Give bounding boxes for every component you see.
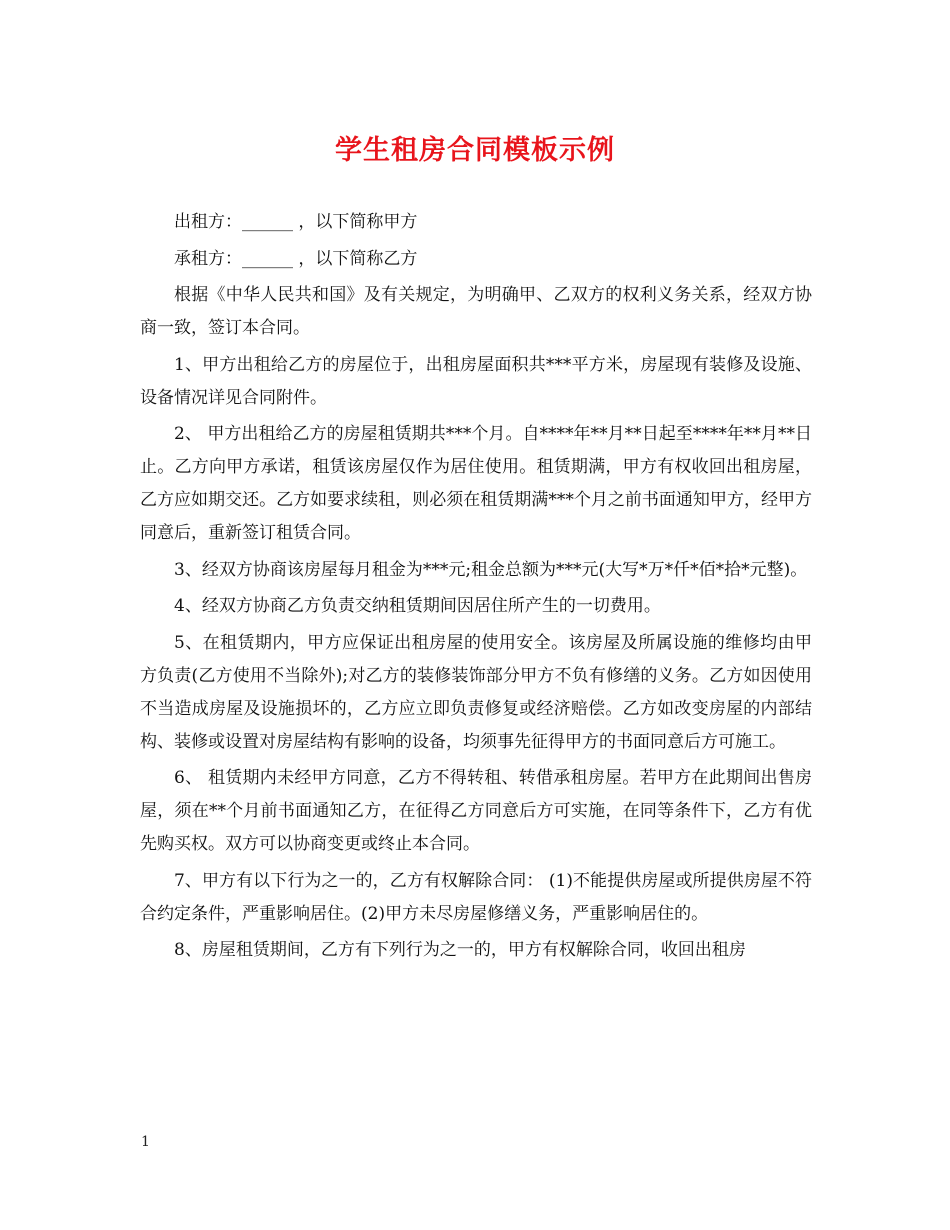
- lessee-line: 承租方：______ ，以下简称乙方: [174, 248, 418, 269]
- clause-5: 5、在租赁期内，甲方应保证出租房屋的使用安全。该房屋及所属设施的维修均由甲方负责(乙方使用不当除外);对乙方的装修装饰部分甲方不负有修缮的义务。乙方如因使用不当造成房屋及设施损坏的，乙方应立即负责修复或经济赔偿。乙方如改变房屋的内部结构、装修或设置对房屋结构有影响的设备，均须事先征得甲方的书面同意后方可施工。: [140, 632, 812, 752]
- clause-7: 7、甲方有以下行为之一的，乙方有权解除合同： (1)不能提供房屋或所提供房屋不符合约定条件，严重影响居住。(2)甲方未尽房屋修缮义务，严重影响居住的。: [140, 870, 812, 924]
- clause-6: 6、 租赁期内未经甲方同意，乙方不得转租、转借承租房屋。若甲方在此期间出售房屋，须在**个月前书面通知乙方，在征得乙方同意后方可实施，在同等条件下，乙方有优先购买权。双方可以协商变更或终止本合同。: [140, 768, 812, 854]
- clause-4: 4、经双方协商乙方负责交纳租赁期间因居住所产生的一切费用。: [174, 596, 661, 616]
- document-body: [140, 206, 812, 971]
- clause-1: 1、甲方出租给乙方的房屋位于，出租房屋面积共***平方米，房屋现有装修及设施、设备情况详见合同附件。: [140, 354, 812, 408]
- document-title: 学生租房合同模板示例: [335, 135, 615, 166]
- clause-3: 3、经双方协商该房屋每月租金为***元;租金总额为***元(大写*万*仟*佰*拾*元整)。: [174, 559, 808, 580]
- clause-8: 8、房屋租赁期间，乙方有下列行为之一的，甲方有权解除合同，收回出租房: [174, 940, 746, 960]
- preamble-paragraph: 根据《中华人民共和国》及有关规定，为明确甲、乙双方的权利义务关系，经双方协商一致，签订本合同。: [140, 285, 812, 338]
- page-number: 1: [141, 1134, 150, 1150]
- clause-2: 2、 甲方出租给乙方的房屋租赁期共***个月。自****年**月**日起至****年**月**日止。乙方向甲方承诺，租赁该房屋仅作为居住使用。租赁期满，甲方有权收回出租房屋，乙方应如期交还。乙方如要求续租，则必须在租赁期满***个月之前书面通知甲方，经甲方同意后，重新签订租赁合同。: [140, 424, 812, 543]
- lessor-line: 出租方：______ ，以下简称甲方: [174, 212, 418, 232]
